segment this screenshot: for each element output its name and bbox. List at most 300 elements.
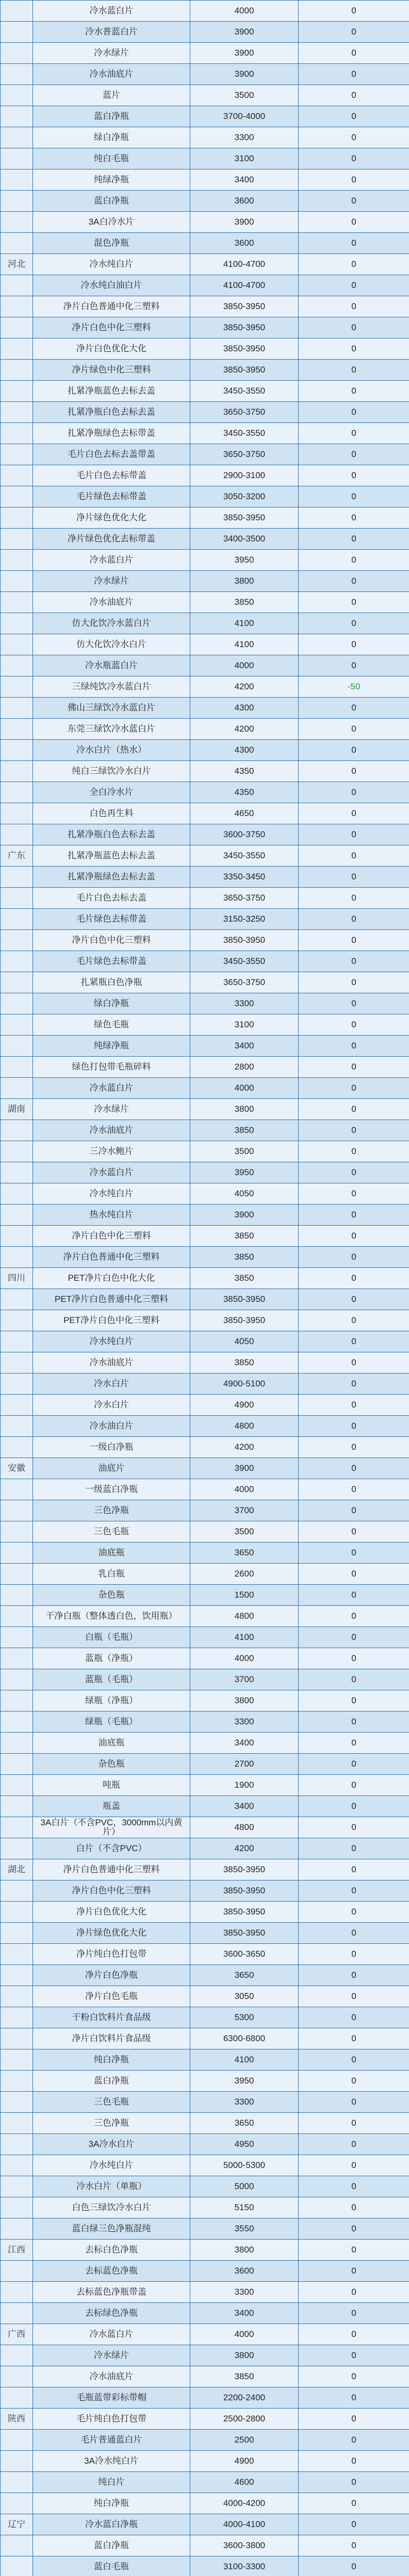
price-cell: 3400 <box>190 2303 299 2324</box>
spec-cell: 蓝白净瓶 <box>33 106 190 127</box>
change-cell: 0 <box>299 1268 409 1289</box>
table-row <box>1 1458 409 1479</box>
spec-cell: 绿白净瓶 <box>33 127 190 148</box>
change-cell: 0 <box>299 486 409 507</box>
spec-cell: 冷水绿片 <box>33 1099 190 1120</box>
region-cell <box>1 338 33 360</box>
table-row <box>1 1627 409 1648</box>
region-cell <box>1 2472 33 2493</box>
region-cell <box>1 1183 33 1205</box>
table-row <box>1 972 409 993</box>
region-cell <box>1 2556 33 2576</box>
spec-cell: 冷水蓝白净瓶 <box>33 2514 190 2535</box>
price-cell: 3450-3550 <box>190 423 299 444</box>
spec-cell: 净片白色净瓶 <box>33 1965 190 1986</box>
price-cell: 3600-3750 <box>190 824 299 845</box>
table-row <box>1 2493 409 2514</box>
table-row <box>1 2071 409 2092</box>
change-cell: 0 <box>299 655 409 676</box>
region-cell <box>1 1543 33 1564</box>
price-cell: 3650-3750 <box>190 402 299 423</box>
change-cell: 0 <box>299 1986 409 2007</box>
table-row <box>1 2472 409 2493</box>
region-cell <box>1 2345 33 2366</box>
change-cell: 0 <box>299 698 409 719</box>
change-cell: 0 <box>299 1500 409 1521</box>
table-row <box>1 1965 409 1986</box>
price-cell: 4350 <box>190 761 299 782</box>
region-cell <box>1 761 33 782</box>
region-cell <box>1 1880 33 1902</box>
price-cell: 5150 <box>190 2197 299 2218</box>
price-cell: 3450-3550 <box>190 845 299 867</box>
table-row <box>1 486 409 507</box>
table-row <box>1 1036 409 1057</box>
table-row <box>1 2409 409 2430</box>
region-cell: 陕西 <box>1 2409 33 2430</box>
region-cell <box>1 2092 33 2113</box>
spec-cell: 绿色打包带毛瓶碎料 <box>33 1057 190 1078</box>
change-cell: 0 <box>299 2049 409 2071</box>
region-cell <box>1 2155 33 2176</box>
table-row <box>1 951 409 972</box>
spec-cell: 净片白色优化大化 <box>33 338 190 360</box>
spec-cell: 净片白色中化三塑料 <box>33 317 190 338</box>
price-cell: 3900 <box>190 22 299 43</box>
change-cell: 0 <box>299 1606 409 1627</box>
change-cell: 0 <box>299 1057 409 1078</box>
spec-cell: 冷水油底片 <box>33 2366 190 2387</box>
region-cell <box>1 465 33 486</box>
table-row <box>1 1141 409 1162</box>
table-row <box>1 1374 409 1395</box>
region-cell <box>1 2049 33 2071</box>
change-cell: 0 <box>299 1120 409 1141</box>
spec-cell: 绿色毛瓶 <box>33 1014 190 1036</box>
region-cell: 广东 <box>1 845 33 867</box>
change-cell: 0 <box>299 64 409 85</box>
region-cell <box>1 1352 33 1374</box>
price-cell: 3450-3550 <box>190 381 299 402</box>
region-cell <box>1 782 33 803</box>
price-cell: 3850 <box>190 592 299 613</box>
table-row <box>1 233 409 254</box>
change-cell: 0 <box>299 381 409 402</box>
change-cell: 0 <box>299 1521 409 1543</box>
price-cell: 2500-2800 <box>190 2409 299 2430</box>
region-cell <box>1 275 33 296</box>
spec-cell: 干粉白饮料片食品级 <box>33 2007 190 2028</box>
spec-cell: 冷水绿片 <box>33 571 190 592</box>
table-row <box>1 1944 409 1965</box>
table-row <box>1 824 409 845</box>
region-cell <box>1 1289 33 1310</box>
price-cell: 3100-3300 <box>190 2556 299 2576</box>
region-cell <box>1 317 33 338</box>
table-row <box>1 1817 409 1838</box>
region-cell <box>1 1817 33 1838</box>
region-cell <box>1 529 33 550</box>
spec-cell: 蓝白毛瓶 <box>33 2556 190 2576</box>
price-cell: 3600-3650 <box>190 1944 299 1965</box>
price-cell: 4100-4700 <box>190 275 299 296</box>
change-cell: 0 <box>299 1416 409 1437</box>
region-cell <box>1 634 33 655</box>
table-row <box>1 444 409 465</box>
spec-cell: 冷水油白片 <box>33 1416 190 1437</box>
region-cell: 辽宁 <box>1 2514 33 2535</box>
price-cell: 3600-3800 <box>190 2535 299 2556</box>
table-row <box>1 1 409 22</box>
spec-cell: 三色净瓶 <box>33 2113 190 2134</box>
region-cell <box>1 423 33 444</box>
region-cell <box>1 1796 33 1817</box>
change-cell: 0 <box>299 1754 409 1775</box>
spec-cell: 扎紧净瓶绿色去标带盖 <box>33 423 190 444</box>
spec-cell: 净片纯白色打包带 <box>33 1944 190 1965</box>
spec-cell: 杂色瓶 <box>33 1585 190 1606</box>
table-row <box>1 1268 409 1289</box>
table-row <box>1 655 409 676</box>
table-row <box>1 1078 409 1099</box>
spec-cell: 蓝片 <box>33 85 190 106</box>
price-cell: 3850 <box>190 1268 299 1289</box>
price-cell: 3850 <box>190 1226 299 1247</box>
price-cell: 3100 <box>190 148 299 170</box>
table-row <box>1 402 409 423</box>
region-cell <box>1 148 33 170</box>
table-row <box>1 170 409 191</box>
spec-cell: 冷水蓝白片 <box>33 2324 190 2345</box>
table-row <box>1 1500 409 1521</box>
change-cell: 0 <box>299 550 409 571</box>
change-cell: 0 <box>299 2071 409 2092</box>
change-cell: 0 <box>299 1141 409 1162</box>
region-cell <box>1 1838 33 1859</box>
region-cell <box>1 402 33 423</box>
change-cell: 0 <box>299 1437 409 1458</box>
table-row <box>1 2303 409 2324</box>
table-row <box>1 2430 409 2451</box>
change-cell: 0 <box>299 2282 409 2303</box>
price-cell: 3850-3950 <box>190 930 299 951</box>
price-cell: 4350 <box>190 782 299 803</box>
spec-cell: 3A冷水纯白片 <box>33 2451 190 2472</box>
spec-cell: 纯白净瓶 <box>33 2493 190 2514</box>
price-cell: 3850-3950 <box>190 1902 299 1923</box>
price-cell: 4800 <box>190 1606 299 1627</box>
spec-cell: 东莞三绿饮冷水蓝白片 <box>33 719 190 740</box>
spec-cell: 冷水油底片 <box>33 592 190 613</box>
table-row <box>1 1014 409 1036</box>
price-cell: 3850 <box>190 2366 299 2387</box>
change-cell: 0 <box>299 845 409 867</box>
table-row <box>1 676 409 698</box>
region-cell <box>1 1585 33 1606</box>
change-cell: 0 <box>299 803 409 824</box>
change-cell: 0 <box>299 1796 409 1817</box>
price-cell: 3950 <box>190 2071 299 2092</box>
region-cell <box>1 1775 33 1796</box>
change-cell: 0 <box>299 2303 409 2324</box>
change-cell: 0 <box>299 2556 409 2576</box>
table-row <box>1 1543 409 1564</box>
change-cell: 0 <box>299 2514 409 2535</box>
spec-cell: 纯白片 <box>33 2472 190 2493</box>
region-cell <box>1 1014 33 1036</box>
spec-cell: 仿大化饮冷水蓝白片 <box>33 613 190 634</box>
change-cell: 0 <box>299 1479 409 1500</box>
spec-cell: 混色净瓶 <box>33 233 190 254</box>
region-cell <box>1 2261 33 2282</box>
spec-cell: 油底瓶 <box>33 1733 190 1754</box>
spec-cell: 绿瓶（净瓶） <box>33 1690 190 1711</box>
change-cell: 0 <box>299 1205 409 1226</box>
region-cell <box>1 191 33 212</box>
spec-cell: 净片白饮料片食品级 <box>33 2028 190 2049</box>
region-cell: 河北 <box>1 254 33 275</box>
change-cell: 0 <box>299 507 409 529</box>
table-row <box>1 845 409 867</box>
spec-cell: 纯白毛瓶 <box>33 148 190 170</box>
spec-cell: 冷水纯白油白片 <box>33 275 190 296</box>
change-cell: 0 <box>299 761 409 782</box>
spec-cell: 杂色瓶 <box>33 1754 190 1775</box>
change-cell: 0 <box>299 634 409 655</box>
region-cell <box>1 1141 33 1162</box>
region-cell <box>1 212 33 233</box>
spec-cell: 绿瓶（毛瓶） <box>33 1711 190 1733</box>
table-row <box>1 85 409 106</box>
spec-cell: 瓶盖 <box>33 1796 190 1817</box>
region-cell <box>1 2134 33 2155</box>
price-cell: 3500 <box>190 85 299 106</box>
region-cell <box>1 2113 33 2134</box>
table-row <box>1 2366 409 2387</box>
change-cell: 0 <box>299 465 409 486</box>
table-row <box>1 64 409 85</box>
table-row <box>1 1690 409 1711</box>
table-row <box>1 1416 409 1437</box>
table-row <box>1 634 409 655</box>
price-cell: 4900 <box>190 2451 299 2472</box>
table-row <box>1 2387 409 2409</box>
price-cell: 4900-5100 <box>190 1374 299 1395</box>
spec-cell: 纯白三绿饮冷水白片 <box>33 761 190 782</box>
change-cell: 0 <box>299 930 409 951</box>
table-row <box>1 43 409 64</box>
price-cell: 3950 <box>190 1162 299 1183</box>
change-cell: 0 <box>299 2535 409 2556</box>
change-cell: 0 <box>299 2472 409 2493</box>
price-cell: 3900 <box>190 1205 299 1226</box>
region-cell <box>1 1754 33 1775</box>
table-row <box>1 296 409 317</box>
region-cell: 广西 <box>1 2324 33 2345</box>
change-cell: 0 <box>299 1944 409 1965</box>
change-cell: 0 <box>299 2366 409 2387</box>
region-cell <box>1 2430 33 2451</box>
price-cell: 2200-2400 <box>190 2387 299 2409</box>
change-cell: 0 <box>299 613 409 634</box>
spec-cell: 净片绿色优化去标带盖 <box>33 529 190 550</box>
spec-cell: 毛片绿色去标带盖 <box>33 951 190 972</box>
change-cell: 0 <box>299 1099 409 1120</box>
change-cell: 0 <box>299 951 409 972</box>
change-cell: 0 <box>299 170 409 191</box>
change-cell: -50 <box>299 676 409 698</box>
price-cell: 3400 <box>190 1036 299 1057</box>
region-cell <box>1 2366 33 2387</box>
region-cell: 四川 <box>1 1268 33 1289</box>
region-cell <box>1 993 33 1014</box>
spec-cell: 净片白色毛瓶 <box>33 1986 190 2007</box>
region-cell <box>1 381 33 402</box>
region-cell <box>1 486 33 507</box>
price-cell: 3700 <box>190 1500 299 1521</box>
price-cell: 3800 <box>190 1099 299 1120</box>
change-cell: 0 <box>299 993 409 1014</box>
spec-cell: 白片（不含PVC） <box>33 1838 190 1859</box>
table-row <box>1 2556 409 2576</box>
price-cell: 4800 <box>190 1416 299 1437</box>
price-cell: 3600 <box>190 233 299 254</box>
change-cell: 0 <box>299 1690 409 1711</box>
table-row <box>1 2197 409 2218</box>
spec-cell: 冷水白片 <box>33 1395 190 1416</box>
change-cell: 0 <box>299 1669 409 1690</box>
change-cell: 0 <box>299 740 409 761</box>
price-cell: 4200 <box>190 676 299 698</box>
spec-cell: 冷水白片（热水） <box>33 740 190 761</box>
region-cell <box>1 106 33 127</box>
table-row <box>1 1437 409 1458</box>
price-cell: 2700 <box>190 1754 299 1775</box>
spec-cell: 净片绿色中化三塑料 <box>33 360 190 381</box>
table-row <box>1 1310 409 1331</box>
spec-cell: 扎紧瓶白色净瓶 <box>33 972 190 993</box>
price-cell: 4100 <box>190 613 299 634</box>
price-cell: 3100 <box>190 1014 299 1036</box>
price-cell: 3850-3950 <box>190 1923 299 1944</box>
price-cell: 4100 <box>190 2049 299 2071</box>
spec-cell: 净片白色中化三塑料 <box>33 930 190 951</box>
price-cell: 4050 <box>190 1183 299 1205</box>
spec-cell: 冷水蓝白片 <box>33 1162 190 1183</box>
spec-cell: 纯绿净瓶 <box>33 1036 190 1057</box>
price-cell: 4200 <box>190 719 299 740</box>
spec-cell: 3A冷水白片 <box>33 2134 190 2155</box>
table-row <box>1 1564 409 1585</box>
change-cell: 0 <box>299 1014 409 1036</box>
spec-cell: 冷水纯白片 <box>33 1183 190 1205</box>
region-cell <box>1 1500 33 1521</box>
table-row <box>1 22 409 43</box>
change-cell: 0 <box>299 2451 409 2472</box>
change-cell: 0 <box>299 1923 409 1944</box>
spec-cell: 净片白色普通中化三塑料 <box>33 1247 190 1268</box>
spec-cell: 扎紧净瓶蓝色去标去盖 <box>33 845 190 867</box>
change-cell: 0 <box>299 1183 409 1205</box>
price-cell: 3800 <box>190 2240 299 2261</box>
spec-cell: 三色毛瓶 <box>33 1521 190 1543</box>
price-cell: 3450-3550 <box>190 951 299 972</box>
table-row <box>1 1880 409 1902</box>
table-row <box>1 1796 409 1817</box>
change-cell: 0 <box>299 571 409 592</box>
spec-cell: 扎紧净瓶白色去标去盖 <box>33 824 190 845</box>
region-cell <box>1 1078 33 1099</box>
table-row <box>1 592 409 613</box>
price-cell: 3950 <box>190 550 299 571</box>
region-cell <box>1 592 33 613</box>
change-cell: 0 <box>299 1733 409 1754</box>
price-cell: 3700 <box>190 1669 299 1690</box>
change-cell: 0 <box>299 338 409 360</box>
spec-cell: 三冷水鲍片 <box>33 1141 190 1162</box>
change-cell: 0 <box>299 867 409 888</box>
table-row <box>1 317 409 338</box>
spec-cell: 绿白净瓶 <box>33 993 190 1014</box>
spec-cell: 毛片白色去标去盖带盖 <box>33 444 190 465</box>
price-cell: 4000-4200 <box>190 2493 299 2514</box>
table-row <box>1 1162 409 1183</box>
table-row <box>1 2092 409 2113</box>
region-cell <box>1 1057 33 1078</box>
change-cell: 0 <box>299 43 409 64</box>
spec-cell: 净片白色普通中化三塑料 <box>33 296 190 317</box>
price-cell: 4000-4100 <box>190 2514 299 2535</box>
spec-cell: 净片绿色优化大化 <box>33 1923 190 1944</box>
spec-cell: 仿大化饮冷水白片 <box>33 634 190 655</box>
region-cell <box>1 43 33 64</box>
spec-cell: 冷水油底片 <box>33 1352 190 1374</box>
table-row <box>1 1902 409 1923</box>
region-cell <box>1 2071 33 2092</box>
table-row <box>1 740 409 761</box>
region-cell <box>1 909 33 930</box>
table-row <box>1 2134 409 2155</box>
price-cell: 3800 <box>190 1690 299 1711</box>
region-cell: 湖北 <box>1 1859 33 1880</box>
spec-cell: 毛片白色去标带盖 <box>33 465 190 486</box>
change-cell: 0 <box>299 1395 409 1416</box>
table-row <box>1 1733 409 1754</box>
change-cell: 0 <box>299 85 409 106</box>
region-cell <box>1 2197 33 2218</box>
spec-cell: PET净片白色普通中化三塑料 <box>33 1289 190 1310</box>
spec-cell: 冷水绿片 <box>33 2345 190 2366</box>
region-cell <box>1 1521 33 1543</box>
spec-cell: 冷水纯白片 <box>33 1331 190 1352</box>
change-cell: 0 <box>299 317 409 338</box>
table-row <box>1 1585 409 1606</box>
change-cell: 0 <box>299 1711 409 1733</box>
region-cell <box>1 2282 33 2303</box>
spec-cell: 白色再生料 <box>33 803 190 824</box>
table-row <box>1 1521 409 1543</box>
table-row <box>1 2218 409 2240</box>
change-cell: 0 <box>299 148 409 170</box>
change-cell: 0 <box>299 2240 409 2261</box>
region-cell <box>1 1606 33 1627</box>
price-cell: 3850-3950 <box>190 296 299 317</box>
region-cell <box>1 613 33 634</box>
change-cell: 0 <box>299 1036 409 1057</box>
region-cell <box>1 1944 33 1965</box>
table-row <box>1 1183 409 1205</box>
spec-cell: 三色净瓶 <box>33 1500 190 1521</box>
